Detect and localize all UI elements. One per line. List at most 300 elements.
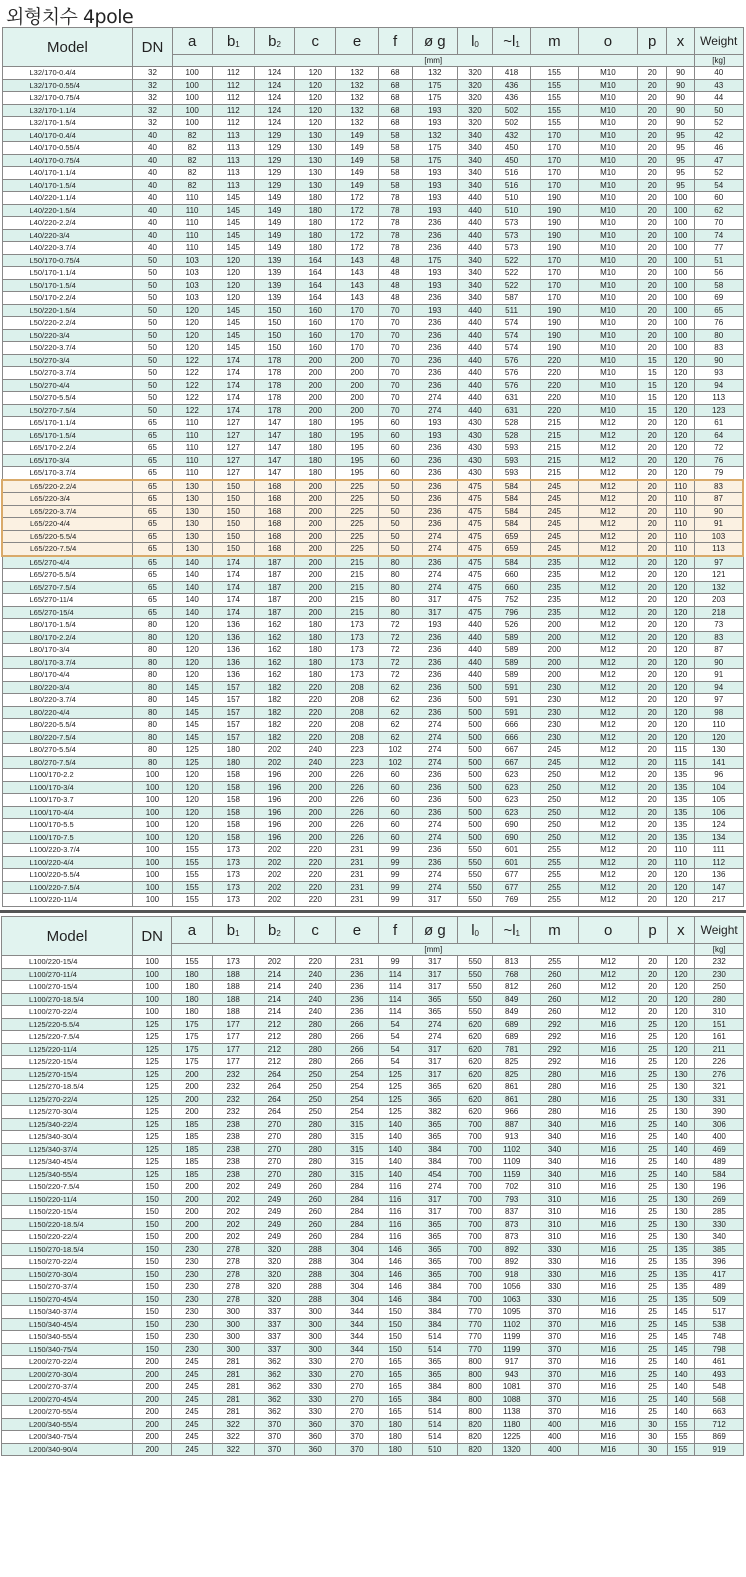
table-cell: 236 (412, 342, 457, 355)
table-cell: 25 (638, 1043, 667, 1056)
table-cell: 120 (667, 556, 695, 569)
table-cell: 69 (694, 292, 743, 305)
table-cell: 200 (336, 404, 378, 417)
table-cell: 330 (295, 1381, 336, 1394)
table-cell: 120 (667, 681, 695, 694)
table-cell: 150 (254, 317, 294, 330)
table-cell: 193 (412, 304, 457, 317)
table-cell: 56 (694, 267, 743, 280)
table-cell: 280 (295, 1031, 336, 1044)
table-cell: L150/220-7.5/4 (2, 1181, 133, 1194)
table-cell: 320 (254, 1281, 294, 1294)
table-cell: 215 (531, 417, 578, 430)
table-cell: 60 (378, 429, 412, 442)
table-cell: 892 (493, 1243, 531, 1256)
table-cell: 150 (133, 1268, 172, 1281)
table-cell: L200/270-30/4 (2, 1368, 133, 1381)
table-cell: 200 (133, 1406, 172, 1419)
table-cell: 122 (172, 379, 212, 392)
table-cell: 215 (531, 442, 578, 455)
table-cell: 384 (412, 1156, 457, 1169)
table-cell: 195 (336, 467, 378, 480)
table-cell: 370 (336, 1431, 378, 1444)
table-cell: 158 (212, 781, 254, 794)
table-cell: 310 (531, 1218, 578, 1231)
table-cell: 100 (133, 968, 172, 981)
table-cell: 200 (295, 392, 336, 405)
table-cell: 130 (172, 518, 212, 531)
table-cell: 384 (412, 1381, 457, 1394)
table-cell: 340 (457, 129, 492, 142)
table-cell: 440 (457, 669, 492, 682)
table-cell: 260 (295, 1193, 336, 1206)
table-cell: 255 (531, 844, 578, 857)
table-cell: 155 (667, 1431, 695, 1444)
header-o: o (578, 28, 638, 55)
table-cell: 20 (638, 594, 667, 607)
table-row (2, 731, 743, 744)
table-row (2, 806, 743, 819)
unit-mm: [mm] (172, 55, 694, 67)
table-cell: 173 (336, 656, 378, 669)
table-cell: M12 (578, 429, 638, 442)
table-cell: 270 (336, 1406, 378, 1419)
table-cell: 25 (638, 1281, 667, 1294)
table-cell: 340 (531, 1131, 578, 1144)
table-cell: 120 (667, 1031, 695, 1044)
table-cell: 20 (638, 956, 667, 969)
table-cell: 238 (212, 1168, 254, 1181)
table-cell: 800 (458, 1406, 493, 1419)
table-cell: 42 (694, 129, 743, 142)
table-cell: 236 (412, 229, 457, 242)
table-cell: L100/270-11/4 (2, 968, 133, 981)
table-cell: 522 (493, 267, 531, 280)
table-cell: 440 (457, 342, 492, 355)
table-cell: 574 (493, 317, 531, 330)
table-cell: 365 (412, 1081, 457, 1094)
table-cell: 264 (254, 1106, 294, 1119)
table-cell: 157 (212, 706, 254, 719)
table-cell: 489 (695, 1281, 744, 1294)
table-cell: 461 (695, 1356, 744, 1369)
table-cell: 174 (212, 606, 254, 619)
table-cell: 140 (667, 1156, 695, 1169)
table-cell: M16 (578, 1318, 638, 1331)
table-cell: 146 (378, 1293, 412, 1306)
table-cell: 226 (336, 769, 378, 782)
table-cell: 306 (695, 1118, 744, 1131)
table-cell: 136 (212, 619, 254, 632)
table-cell: M12 (578, 744, 638, 757)
table-cell: 180 (295, 619, 336, 632)
table-cell: L50/270-4/4 (2, 379, 133, 392)
table-cell: 60 (378, 769, 412, 782)
table-cell: 120 (667, 993, 695, 1006)
table-cell: 130 (667, 1193, 695, 1206)
table-cell: 440 (457, 329, 492, 342)
table-cell: 100 (133, 844, 172, 857)
table-cell: 70 (378, 329, 412, 342)
table-cell: 145 (667, 1306, 695, 1319)
table-cell: 132 (336, 92, 378, 105)
table-cell: 340 (457, 179, 492, 192)
table-cell: 292 (531, 1018, 578, 1031)
table-cell: 280 (531, 1068, 578, 1081)
table-cell: 162 (254, 656, 294, 669)
table-cell: 254 (336, 1081, 378, 1094)
table-cell: M10 (578, 154, 638, 167)
table-cell: 230 (531, 681, 578, 694)
table-cell: 68 (378, 79, 412, 92)
table-cell: 700 (458, 1118, 493, 1131)
table-cell: M10 (578, 192, 638, 205)
table-cell: M10 (578, 79, 638, 92)
table-cell: M10 (578, 67, 638, 80)
table-row (2, 1093, 744, 1106)
table-cell: 260 (531, 968, 578, 981)
table-cell: 47 (694, 154, 743, 167)
table-row (2, 556, 743, 569)
table-cell: 68 (378, 117, 412, 130)
table-cell: L32/170-0.55/4 (2, 79, 133, 92)
table-cell: 100 (172, 117, 212, 130)
table-cell: 193 (412, 267, 457, 280)
table-cell: 196 (254, 806, 294, 819)
table-cell: 281 (212, 1381, 254, 1394)
table-cell: 849 (493, 993, 531, 1006)
table-cell: 103 (172, 292, 212, 305)
table-row (2, 1156, 744, 1169)
table-cell: M12 (578, 669, 638, 682)
table-cell: M12 (578, 530, 638, 543)
table-cell: 200 (531, 644, 578, 657)
table-cell: 100 (667, 304, 695, 317)
table-cell: 601 (493, 856, 531, 869)
table-row (2, 379, 743, 392)
table-cell: 200 (172, 1181, 212, 1194)
table-cell: 195 (336, 454, 378, 467)
table-cell: 317 (412, 1043, 457, 1056)
table-cell: 90 (694, 505, 743, 518)
table-cell: 370 (531, 1393, 578, 1406)
table-cell: L65/220-2.2/4 (2, 480, 133, 493)
table-cell: 20 (638, 706, 667, 719)
table-cell: 162 (254, 619, 294, 632)
table-cell: 40 (133, 142, 172, 155)
table-row (2, 154, 743, 167)
table-cell: M12 (578, 856, 638, 869)
table-cell: M16 (578, 1343, 638, 1356)
table-cell: L40/170-0.55/4 (2, 142, 133, 155)
table-cell: 225 (336, 493, 378, 506)
table-cell: 135 (667, 1281, 695, 1294)
table-cell: 20 (638, 254, 667, 267)
table-cell: M10 (578, 279, 638, 292)
table-cell: M12 (578, 581, 638, 594)
table-cell: 97 (694, 694, 743, 707)
table-cell: L40/170-1.5/4 (2, 179, 133, 192)
table-cell: 236 (412, 806, 457, 819)
table-cell: 330 (295, 1406, 336, 1419)
table-cell: 574 (493, 342, 531, 355)
table-cell: 20 (638, 217, 667, 230)
table-cell: 250 (295, 1093, 336, 1106)
table-cell: 175 (412, 154, 457, 167)
table-cell: 220 (295, 869, 336, 882)
table-cell: 280 (531, 1106, 578, 1119)
table-cell: 20 (638, 993, 667, 1006)
table-cell: 125 (133, 1031, 172, 1044)
table-cell: 100 (667, 217, 695, 230)
table-row (2, 1118, 744, 1131)
table-cell: 100 (133, 1006, 172, 1019)
table-cell: 943 (493, 1368, 531, 1381)
table-cell: 702 (493, 1181, 531, 1194)
table-cell: 274 (412, 569, 457, 582)
table-row (2, 1281, 744, 1294)
table-cell: 174 (212, 367, 254, 380)
table-cell: 145 (667, 1343, 695, 1356)
table-cell: 120 (667, 644, 695, 657)
table-cell: 230 (172, 1343, 212, 1356)
table-cell: 100 (667, 267, 695, 280)
table-cell: L100/270-18.5/4 (2, 993, 133, 1006)
table-cell: 918 (493, 1268, 531, 1281)
table-row (2, 279, 743, 292)
table-cell: 770 (458, 1318, 493, 1331)
table-cell: 25 (638, 1131, 667, 1144)
table-cell: 225 (336, 543, 378, 556)
table-cell: 135 (667, 819, 695, 832)
table-cell: 78 (378, 204, 412, 217)
table-cell: 173 (336, 619, 378, 632)
table-cell: 82 (172, 154, 212, 167)
table-cell: 220 (295, 681, 336, 694)
table-cell: 235 (531, 606, 578, 619)
table-cell: 475 (457, 480, 492, 493)
table-cell: 1159 (493, 1168, 531, 1181)
table-cell: 274 (412, 1018, 457, 1031)
table-cell: 249 (254, 1218, 294, 1231)
table-row (2, 354, 743, 367)
table-cell: 200 (172, 1218, 212, 1231)
table-cell: 587 (493, 292, 531, 305)
table-cell: 236 (412, 480, 457, 493)
table-cell: 344 (336, 1306, 378, 1319)
table-cell: M16 (578, 1181, 638, 1194)
table-cell: 20 (638, 429, 667, 442)
table-cell: L150/270-22/4 (2, 1256, 133, 1269)
table-cell: 145 (212, 192, 254, 205)
table-cell: M12 (578, 1006, 638, 1019)
table-cell: 511 (493, 304, 531, 317)
table-cell: 50 (133, 404, 172, 417)
table-cell: 173 (212, 956, 254, 969)
table-cell: 337 (254, 1306, 294, 1319)
table-cell: M12 (578, 505, 638, 518)
table-cell: 178 (254, 354, 294, 367)
table-cell: L65/170-1.1/4 (2, 417, 133, 430)
table-cell: 215 (336, 606, 378, 619)
table-cell: 200 (133, 1368, 172, 1381)
table-cell: 550 (458, 968, 493, 981)
table-row (2, 1018, 744, 1031)
table-cell: 100 (133, 993, 172, 1006)
table-cell: 100 (667, 279, 695, 292)
table-cell: M16 (578, 1206, 638, 1219)
table-cell: 500 (457, 731, 492, 744)
table-cell: 330 (295, 1368, 336, 1381)
table-cell: 130 (172, 505, 212, 518)
table-cell: 110 (667, 543, 695, 556)
table-cell: 230 (172, 1318, 212, 1331)
table-cell: 700 (458, 1168, 493, 1181)
table-cell: 584 (493, 518, 531, 531)
table-cell: 238 (212, 1143, 254, 1156)
table-cell: 236 (412, 379, 457, 392)
table-cell: 770 (458, 1331, 493, 1344)
table-cell: M16 (578, 1143, 638, 1156)
table-cell: 145 (172, 681, 212, 694)
table-cell: 155 (531, 67, 578, 80)
table-cell: 72 (378, 644, 412, 657)
table-cell: 280 (695, 993, 744, 1006)
table-cell: 500 (457, 706, 492, 719)
table-cell: 147 (254, 442, 294, 455)
table-cell: 20 (638, 819, 667, 832)
table-cell: 174 (212, 404, 254, 417)
table-cell: 315 (336, 1156, 378, 1169)
table-cell: 317 (412, 1193, 457, 1206)
table-cell: 215 (336, 594, 378, 607)
table-cell: 180 (172, 1006, 212, 1019)
table-cell: 235 (531, 581, 578, 594)
table-cell: 500 (457, 719, 492, 732)
table-cell: M12 (578, 806, 638, 819)
table-cell: 250 (295, 1106, 336, 1119)
table-cell: 120 (667, 1018, 695, 1031)
table-cell: 175 (412, 254, 457, 267)
table-cell: 72 (378, 669, 412, 682)
table-cell: M16 (578, 1168, 638, 1181)
table-cell: 510 (493, 192, 531, 205)
table-cell: 550 (457, 869, 492, 882)
table-cell: 238 (212, 1131, 254, 1144)
table-cell: 20 (638, 142, 667, 155)
table-cell: 274 (412, 392, 457, 405)
table-cell: 178 (254, 392, 294, 405)
header-dn: DN (133, 917, 172, 956)
table-cell: 769 (493, 894, 531, 907)
table-cell: 165 (378, 1381, 412, 1394)
table-row (2, 856, 743, 869)
table-cell: 120 (667, 968, 695, 981)
table-cell: 269 (695, 1193, 744, 1206)
table-cell: 20 (638, 844, 667, 857)
table-cell: 220 (295, 894, 336, 907)
table-cell: 300 (295, 1331, 336, 1344)
table-cell: 132 (336, 117, 378, 130)
table-cell: 54 (378, 1018, 412, 1031)
table-cell: 100 (133, 881, 172, 894)
table-cell: 127 (212, 429, 254, 442)
table-cell: 145 (172, 706, 212, 719)
table-cell: 83 (694, 480, 743, 493)
table-cell: 331 (695, 1093, 744, 1106)
table-cell: 124 (254, 92, 294, 105)
table-cell: 340 (531, 1118, 578, 1131)
table-cell: 292 (531, 1043, 578, 1056)
table-cell: 168 (254, 480, 294, 493)
table-cell: 365 (412, 1118, 457, 1131)
header-o: o (578, 917, 638, 944)
table-cell: 90 (667, 117, 695, 130)
table-cell: L32/170-0.75/4 (2, 92, 133, 105)
table-cell: 180 (172, 981, 212, 994)
table-cell: 317 (412, 1068, 457, 1081)
table-cell: 516 (493, 179, 531, 192)
table-cell: 170 (531, 279, 578, 292)
table-cell: 700 (458, 1243, 493, 1256)
table-cell: 195 (336, 429, 378, 442)
table-cell: 400 (531, 1443, 578, 1456)
table-cell: 25 (638, 1331, 667, 1344)
table-cell: 110 (172, 442, 212, 455)
table-cell: 147 (254, 467, 294, 480)
table-cell: 274 (412, 819, 457, 832)
table-cell: 502 (493, 117, 531, 130)
table-cell: 187 (254, 594, 294, 607)
table-cell: 165 (378, 1393, 412, 1406)
table-cell: 370 (531, 1306, 578, 1319)
table-cell: 58 (378, 154, 412, 167)
table-cell: 700 (458, 1143, 493, 1156)
table-cell: 202 (212, 1193, 254, 1206)
table-cell: 149 (254, 242, 294, 255)
table-cell: 1102 (493, 1318, 531, 1331)
table-cell: 623 (493, 794, 531, 807)
table-cell: 125 (378, 1106, 412, 1119)
table-cell: 576 (493, 354, 531, 367)
table-cell: 340 (457, 292, 492, 305)
table-cell: L80/170-4/4 (2, 669, 133, 682)
table-cell: 396 (695, 1256, 744, 1269)
table-cell: L50/170-0.75/4 (2, 254, 133, 267)
table-cell: 185 (172, 1156, 212, 1169)
table-cell: 1109 (493, 1156, 531, 1169)
table-cell: M16 (578, 1243, 638, 1256)
table-cell: 173 (336, 631, 378, 644)
table-row (2, 1193, 744, 1206)
table-cell: 140 (172, 606, 212, 619)
table-cell: 164 (295, 267, 336, 280)
table-cell: 160 (295, 304, 336, 317)
table-cell: 129 (254, 154, 294, 167)
table-cell: 125 (133, 1093, 172, 1106)
table-cell: 370 (336, 1443, 378, 1456)
table-cell: 120 (667, 392, 695, 405)
table-cell: 132 (336, 79, 378, 92)
table-cell: 180 (172, 968, 212, 981)
table-cell: 781 (493, 1043, 531, 1056)
table-row (2, 956, 744, 969)
table-cell: 440 (457, 317, 492, 330)
table-cell: 130 (694, 744, 743, 757)
table-cell: 100 (133, 869, 172, 882)
header-a: a (172, 28, 212, 55)
table-cell: 149 (336, 129, 378, 142)
